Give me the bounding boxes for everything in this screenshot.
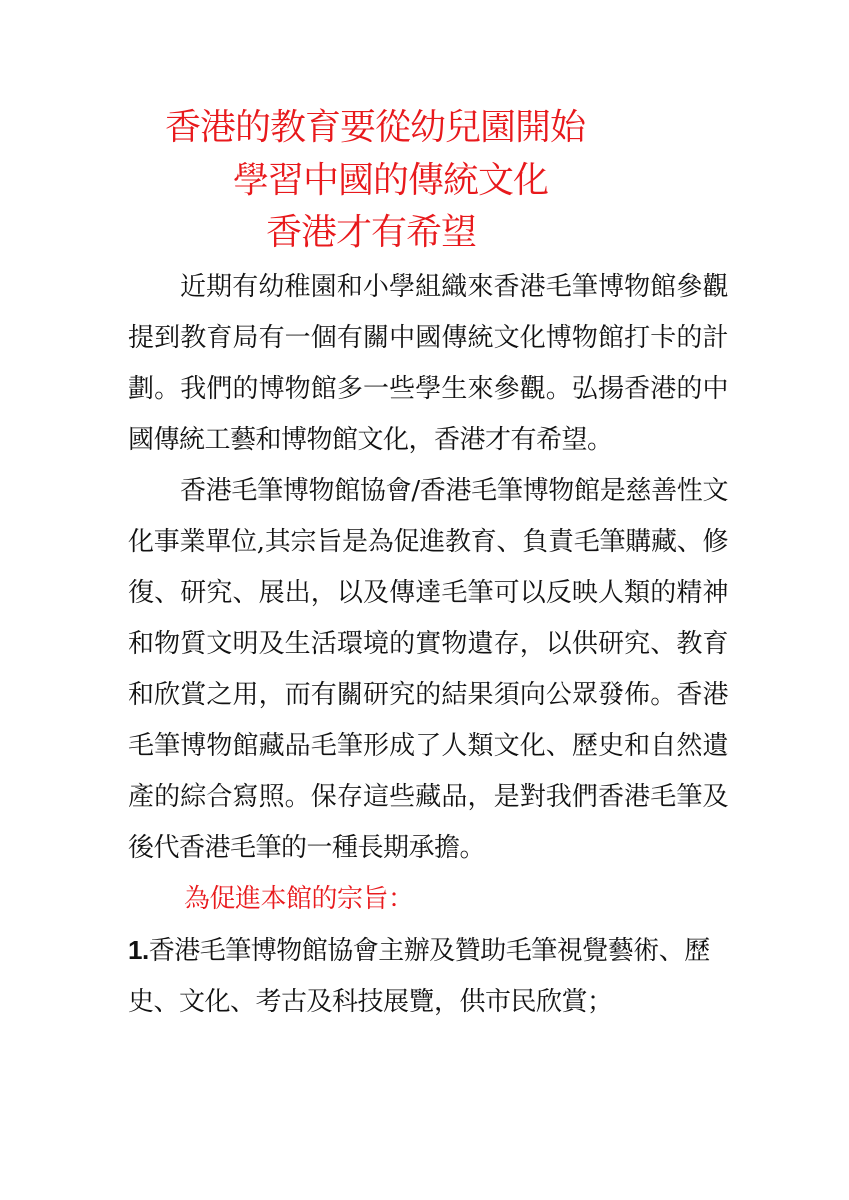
title-line-1: 香港的教育要從幼兒園開始 <box>165 107 586 148</box>
item-number: 1. <box>128 935 149 965</box>
section-heading: 為促進本館的宗旨： <box>184 884 414 914</box>
list-item <box>128 925 728 1028</box>
paragraph-mission: 香港毛筆博物館協會/香港毛筆博物館是慈善性文化事業單位,其宗旨是為促進教育、負責毛筆購藏、修復、研究、展出，以及傳達毛筆可以反映人類的精神和物質文明及生活環境的實物遺存，以供研究、教育和欣賞之用，而有關研究的結果須向公眾發佈。香港毛筆博物館藏品毛筆形成了人類文化、歷史和自然遺產的綜合寫照。保存這些藏品，是對我們香港毛筆及後代香港毛筆的一種長期承擔。 <box>128 476 728 863</box>
document-body <box>128 262 728 1028</box>
title-line-3: 香港才有希望 <box>266 212 477 253</box>
item-text: 香港毛筆博物館協會主辦及贊助毛筆視覺藝術、歷史、文化、考古及科技展覽，供市民欣賞； <box>128 936 710 1017</box>
title-line-2: 學習中國的傳統文化 <box>233 160 549 201</box>
paragraph-visit: 近期有幼稚園和小學組織來香港毛筆博物館參觀提到教育局有一個有關中國傳統文化博物館打卡的計劃。我們的博物館多一些學生來參觀。弘揚香港的中國傳統工藝和博物館文化，香港才有希望。 <box>128 272 728 455</box>
